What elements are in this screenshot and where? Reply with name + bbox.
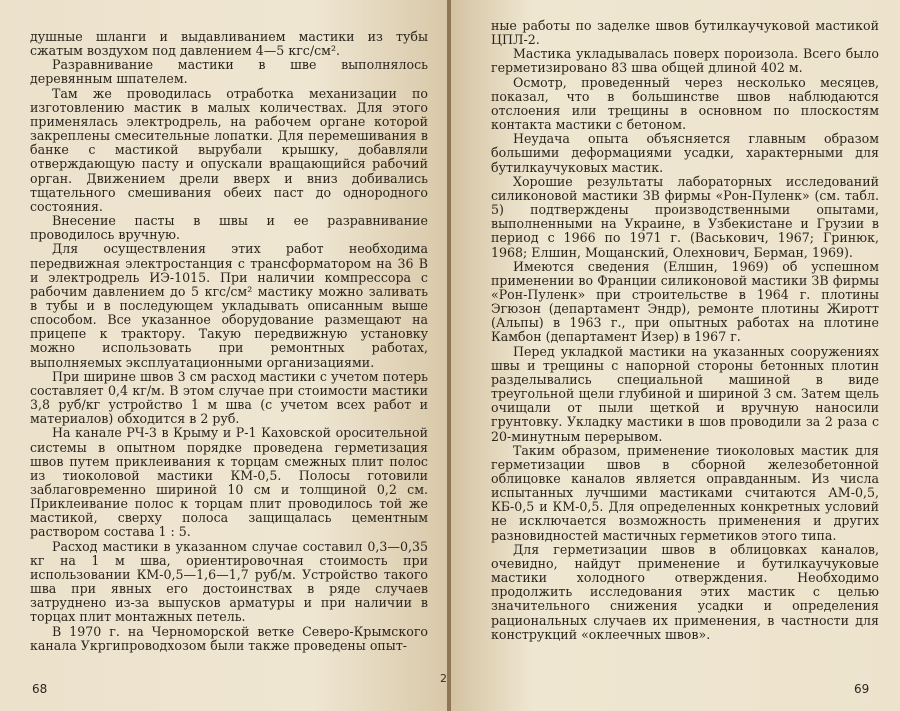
gutter-mark: 2 [440, 672, 447, 685]
page-number-right: 69 [854, 682, 870, 696]
paragraph: При ширине швов 3 см расход мастики с учетом потерь составляет 0,4 кг/м. В этом случае при стоимости мастики 3,8 руб/кг устройство 1 м шва (с учетом всех работ и материалов) обходится в 2 руб. [30, 368, 428, 427]
right-page-text [491, 19, 879, 642]
paragraph: Таким образом, применение тиоколовых мастик для герметизации швов в сборной железобетонной облицовке каналов является оправданным. Из числа испытанных лучшими мастиками считаются АМ-0,5, КБ-0,5 и КМ-0,5. Для определенных конкретных условий не исключается возможность применения и других разновидностей мастичных герметиков этого типа. [491, 442, 879, 543]
paragraph: Перед укладкой мастики на указанных сооружениях швы и трещины с напорной стороны бетонных плотин разделывались специальной машиной в виде треугольной щели глубиной и шириной 3 см. Затем щель очищали от пыли щеткой и вручную наносили грунтовку. Укладку мастики в шов проводили за 2 раза с 20-минутным перерывом. [491, 343, 879, 444]
paragraph: В 1970 г. на Черноморской ветке Северо-Крымского канала Укргипроводхозом были также проведены опыт- [30, 623, 428, 653]
paragraph: Для герметизации швов в облицовках каналов, очевидно, найдут применение и бутилкаучуковые мастики холодного отверждения. Необходимо продолжить исследования этих мастик с целью значительного снижения усадки и определения рациональных случаев их применения, в частности для конструкций «оклеечных швов». [491, 541, 879, 642]
paragraph: Мастика укладывалась поверх пороизола. Всего было герметизировано 83 шва общей длиной 402 м. [491, 46, 879, 76]
paragraph: ные работы по заделке швов бутилкаучуковой мастикой ЦПЛ-2. [491, 18, 879, 48]
paragraph: Внесение пасты в швы и ее разравнивание проводилось вручную. [30, 213, 428, 243]
paragraph: На канале РЧ-3 в Крыму и Р-1 Каховской оросительной системы в опытном порядке проведена герметизация швов путем приклеивания к торцам смежных плит полос из тиоколовой мастики КМ-0,5. Полосы готовили заблаговременно шириной 10 см и толщиной 0,2 см. Приклеивание полос к торцам плит проводилось той же мастикой, сверху полоса защищалась цементным раствором состава 1 : 5. [30, 425, 428, 540]
paragraph: душные шланги и выдавливанием мастики из тубы сжатым воздухом под давлением 4—5 кгс/см². [30, 29, 428, 59]
paragraph: Для осуществления этих работ необходима передвижная электростанция с трансформатором на 36 В и электродрель ИЭ-1015. При наличии компрессора с рабочим давлением до 5 кгс/см² мастику можно заливать в тубы и в последующем укладывать описанным выше способом. Все указанное оборудование размещают на прицепе к трактору. Такую передвижную установку можно использовать при ремонтных работах, выполняемых эксплуатационными организациями. [30, 241, 428, 370]
right-page [451, 0, 900, 711]
paragraph: Осмотр, проведенный через несколько месяцев, показал, что в большинстве швов наблюдаются отслоения или трещины в основном по плоскостям контакта мастики с бетоном. [491, 74, 879, 133]
paragraph: Там же проводилась отработка механизации по изготовлению мастик в малых количествах. Для этого применялась электродрель, на рабочем органе которой закреплены смесительные лопатки. Для перемешивания в банке с мастикой вырубали крышку, добавляли отверждающую пасту и опускали вращающийся рабочий орган. Движением дрели вверх и вниз добивались тщательного смешивания обеих паст до однородного состояния. [30, 85, 428, 214]
paragraph: Разравнивание мастики в шве выполнялось деревянным шпателем. [30, 57, 428, 87]
paragraph: Имеются сведения (Елшин, 1969) об успешном применении во Франции силиконовой мастики ЗВ фирмы «Рон-Пуленк» при строительстве в 1964 г. плотины Эгюзон (департамент Эндр), ремонте плотины Жиротт (Альпы) в 1963 г., при опытных работах на плотине Камбон (департамент Изер) в 1967 г. [491, 258, 879, 345]
paragraph: Неудача опыта объясняется главным образом большими деформациями усадки, характерными для бутилкаучуковых мастик. [491, 131, 879, 175]
paragraph: Хорошие результаты лабораторных исследований силиконовой мастики ЗВ фирмы «Рон-Пуленк» (см. табл. 5) подтверждены производственными опытами, выполненными на Украине, в Узбекистане и Грузии в период с 1966 по 1971 г. (Васькович, 1967; Гринюк, 1968; Елшин, Мощанский, Олехнович, Берман, 1969). [491, 173, 879, 260]
paragraph: Расход мастики в указанном случае составил 0,3—0,35 кг на 1 м шва, ориентировочная стоимость при использовании КМ-0,5—1,6—1,7 руб/м. Устройство такого шва при явных его достоинствах в ряде случаев затруднено из-за выпусков арматуры и при наличии в торцах плит монтажных петель. [30, 538, 428, 625]
left-page-text [30, 30, 428, 653]
page-number-left: 68 [32, 682, 48, 696]
left-page [0, 0, 449, 711]
